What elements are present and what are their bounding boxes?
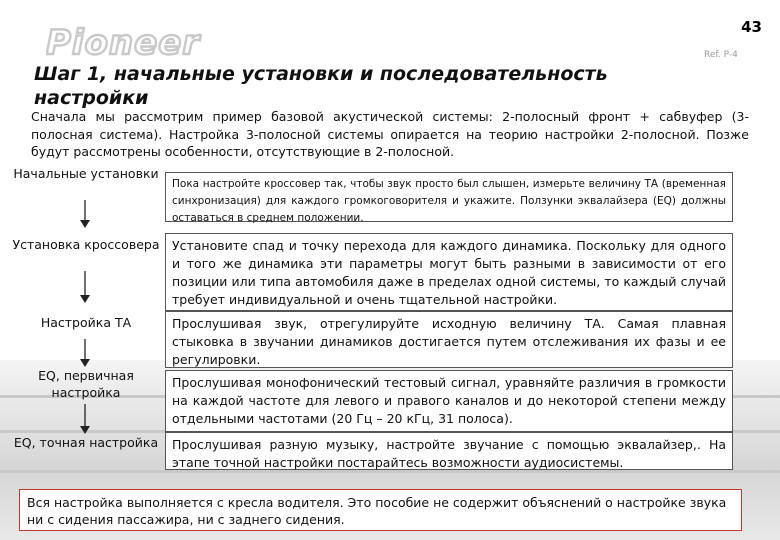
step-label-crossover: Установка кроссовера bbox=[12, 237, 160, 252]
step-box-eq-fine: Прослушивая разную музыку, настройте звучание с помощью эквалайзер,. На этапе точной настройки постарайтесь возможности аудиосистемы. bbox=[165, 432, 733, 470]
page-title: Шаг 1, начальные установки и последовательность настройки bbox=[34, 63, 608, 109]
down-arrow-icon bbox=[78, 200, 92, 228]
down-arrow-icon bbox=[78, 404, 92, 434]
intro-paragraph: Сначала мы рассмотрим пример базовой акустической системы: 2-полосный фронт + сабвуфер (3-полосная система). Настройка 3-полосной системы опирается на теорию настройки 2-полосной. Позже будут рассмотрены особенности, отсутствующие в 2-полосной. bbox=[31, 109, 749, 159]
svg-text:Pioneer: Pioneer bbox=[46, 24, 201, 60]
step-box-initial-settings: Пока настройте кроссовер так, чтобы звук просто был слышен, измерьте величину ТА (временная синхронизация) для каждого громкоговорителя и укажите. Ползунки эквалайзера (EQ) должны оставаться в среднем положении. bbox=[165, 172, 733, 222]
note-box: Вся настройка выполняется с кресла водителя. Это пособие не содержит объяснений о настройке звука ни с сидения пассажира, ни с заднего сидения. bbox=[19, 489, 742, 531]
down-arrow-icon bbox=[78, 271, 92, 303]
pioneer-logo bbox=[46, 24, 246, 60]
step-label-eq-fine: EQ, точная настройка bbox=[13, 435, 159, 450]
step-label-eq-primary: EQ, первичная настройка bbox=[38, 368, 134, 400]
down-arrow-icon bbox=[78, 339, 92, 367]
page-number: 43 bbox=[741, 18, 762, 36]
reference-label: Ref. P-4 bbox=[704, 50, 738, 60]
step-label-initial-settings: Начальные установки bbox=[13, 166, 159, 181]
step-box-ta: Прослушивая звук, отрегулируйте исходную величину ТА. Самая плавная стыковка в звучании динамиков достигается путем отслеживания их фазы и ее регулировки. bbox=[165, 311, 733, 368]
step-box-crossover: Установите спад и точку перехода для каждого динамика. Поскольку для одного и того же динамика эти параметры могут быть разными в зависимости от его позиции или типа автомобиля даже в пределах одной системы, то каждый случай требует индивидуальной и очень тщательной настройки. bbox=[165, 233, 733, 311]
step-label-ta: Настройка ТА bbox=[40, 315, 132, 330]
step-box-eq-primary: Прослушивая монофонический тестовый сигнал, уравняйте различия в громкости на каждой частоте для левого и правого каналов и до некоторой степени между отдельными частотами (20 Гц – 20 кГц, 31 полоса). bbox=[165, 370, 733, 432]
